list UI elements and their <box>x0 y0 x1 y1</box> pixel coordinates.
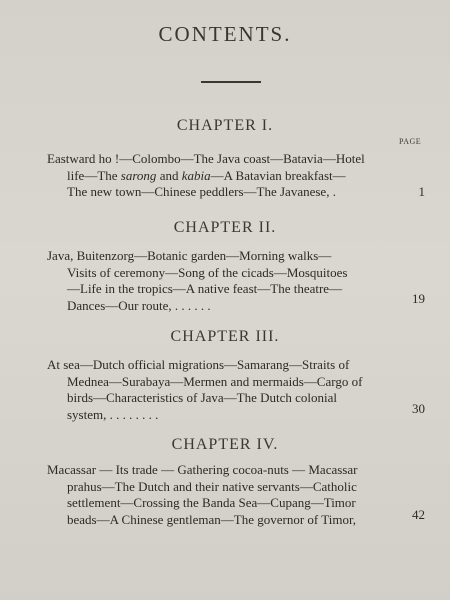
chapter-3-line-1: At sea—Dutch official migrations—Samarang—Straits of <box>47 357 350 372</box>
chapter-1-line-3: The new town—Chinese peddlers—The Javanese, . <box>67 184 336 199</box>
chapter-2-line-1: Java, Buitenzorg—Botanic garden—Morning walks— <box>47 248 332 263</box>
chapter-4-line-2: prahus—The Dutch and their native servants—Catholic <box>67 478 357 494</box>
chapter-2-line-2: Visits of ceremony—Song of the cicads—Mosquitoes <box>67 264 348 280</box>
chapter-2-summary <box>47 248 392 314</box>
chapter-2-line-4: Dances—Our route, . . . . . . <box>67 297 211 313</box>
page-title: CONTENTS. <box>158 22 292 46</box>
chapter-1-heading: CHAPTER I. <box>176 117 274 134</box>
chapter-1-page: 1 <box>418 184 425 199</box>
title-rule <box>201 81 261 83</box>
chapter-4-page: 42 <box>412 507 425 522</box>
chapter-2-heading: CHAPTER II. <box>173 219 277 236</box>
chapter-1-summary <box>47 151 392 201</box>
chapter-3-page: 30 <box>412 401 425 416</box>
chapter-3-summary <box>47 357 392 423</box>
chapter-1-line-2: life—The sarong and kabia—A Batavian breakfast— <box>67 167 346 183</box>
chapter-4-summary <box>47 462 392 528</box>
chapter-4-line-1: Macassar — Its trade — Gathering cocoa-nuts — Macassar <box>47 462 358 477</box>
chapter-4-line-4: beads—A Chinese gentleman—The governor of Timor, <box>67 511 357 527</box>
chapter-3-line-2: Mednea—Surabaya—Mermen and mermaids—Cargo of <box>67 373 363 389</box>
chapter-3-line-4: system, . . . . . . . . <box>67 406 159 422</box>
chapter-2-page: 19 <box>412 291 425 306</box>
page-column-label: PAGE <box>399 137 422 146</box>
chapter-4-heading: CHAPTER IV. <box>171 436 279 453</box>
chapter-3-line-3: birds—Characteristics of Java—The Dutch colonial <box>67 390 338 405</box>
chapter-2-line-3: —Life in the tropics—A native feast—The theatre— <box>67 281 343 296</box>
chapter-4-line-3: settlement—Crossing the Banda Sea—Cupang—Timor <box>67 495 356 510</box>
chapter-1-line-1: Eastward ho !—Colombo—The Java coast—Batavia—Hotel <box>47 151 365 166</box>
chapter-3-heading: CHAPTER III. <box>170 328 280 345</box>
